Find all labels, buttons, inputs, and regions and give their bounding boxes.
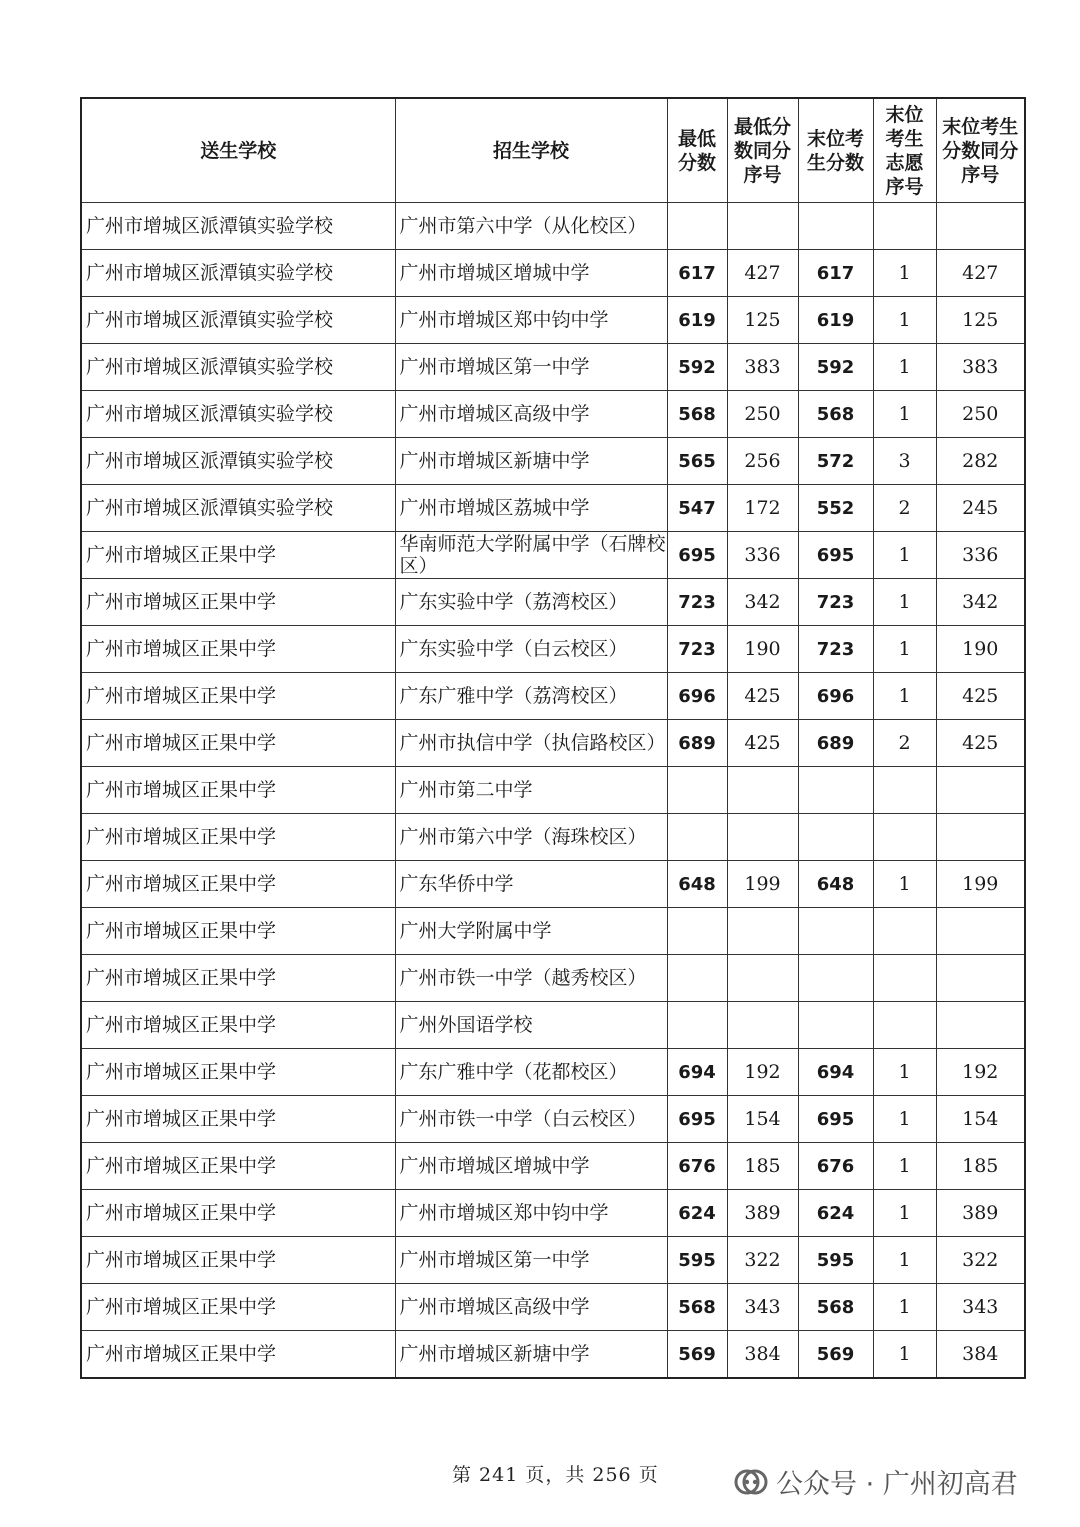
min-score-rank-cell: 383 [727, 344, 798, 391]
sender-school-cell: 广州市增城区正果中学 [81, 1096, 395, 1143]
table-row [81, 203, 1025, 250]
last-score-cell: 648 [798, 861, 873, 908]
min-score-rank-cell: 343 [727, 1284, 798, 1331]
receiving-school-cell: 广东实验中学（白云校区） [395, 626, 667, 673]
last-score-cell: 595 [798, 1237, 873, 1284]
min-score-cell: 696 [667, 673, 727, 720]
header-min-score-rank-text: 最低分数同分序号 [733, 115, 791, 186]
page-number: 第 241 页，共 256 页 [452, 1464, 659, 1486]
table-row [81, 1143, 1025, 1190]
last-score-rank-cell [936, 908, 1025, 955]
sender-school-cell: 广州市增城区派潭镇实验学校 [81, 438, 395, 485]
min-score-cell: 624 [667, 1190, 727, 1237]
min-score-cell: 547 [667, 485, 727, 532]
table-row [81, 1190, 1025, 1237]
min-score-cell: 695 [667, 532, 727, 579]
sender-school-cell: 广州市增城区正果中学 [81, 673, 395, 720]
last-score-rank-cell: 199 [936, 861, 1025, 908]
table-row [81, 1284, 1025, 1331]
min-score-rank-cell [727, 955, 798, 1002]
sender-school-cell: 广州市增城区派潭镇实验学校 [81, 485, 395, 532]
min-score-cell: 617 [667, 250, 727, 297]
last-score-cell: 676 [798, 1143, 873, 1190]
last-preference-cell: 1 [873, 626, 936, 673]
min-score-rank-cell: 172 [727, 485, 798, 532]
min-score-cell: 648 [667, 861, 727, 908]
min-score-rank-cell: 425 [727, 720, 798, 767]
last-score-cell: 723 [798, 579, 873, 626]
receiving-school-cell: 广州市增城区荔城中学 [395, 485, 667, 532]
last-preference-cell [873, 203, 936, 250]
min-score-cell [667, 955, 727, 1002]
receiving-school-cell: 广州市增城区高级中学 [395, 1284, 667, 1331]
header-last-score-text: 末位考生分数 [806, 127, 864, 174]
last-score-cell [798, 203, 873, 250]
receiving-school-cell: 广州外国语学校 [395, 1002, 667, 1049]
receiving-school-cell: 广州市铁一中学（白云校区） [395, 1096, 667, 1143]
last-score-rank-cell [936, 767, 1025, 814]
last-score-cell: 689 [798, 720, 873, 767]
receiving-school-cell: 广东华侨中学 [395, 861, 667, 908]
min-score-cell [667, 1002, 727, 1049]
min-score-cell [667, 908, 727, 955]
last-preference-cell: 1 [873, 532, 936, 579]
wechat-official-account-icon [734, 1467, 768, 1497]
sender-school-cell: 广州市增城区正果中学 [81, 861, 395, 908]
table-row [81, 908, 1025, 955]
last-preference-cell: 1 [873, 1143, 936, 1190]
min-score-rank-cell: 425 [727, 673, 798, 720]
receiving-school-cell: 广州市增城区增城中学 [395, 250, 667, 297]
sender-school-cell: 广州市增城区正果中学 [81, 1002, 395, 1049]
last-score-rank-cell: 384 [936, 1331, 1025, 1379]
min-score-cell [667, 767, 727, 814]
last-score-rank-cell: 336 [936, 532, 1025, 579]
min-score-rank-cell: 125 [727, 297, 798, 344]
header-last-preference-text: 末位考生志愿序号 [885, 103, 924, 198]
last-score-cell: 572 [798, 438, 873, 485]
min-score-cell: 723 [667, 626, 727, 673]
receiving-school-cell: 广州市增城区高级中学 [395, 391, 667, 438]
sender-school-cell: 广州市增城区正果中学 [81, 814, 395, 861]
sender-school-cell: 广州市增城区正果中学 [81, 1143, 395, 1190]
last-preference-cell: 1 [873, 579, 936, 626]
last-score-rank-cell: 342 [936, 579, 1025, 626]
last-preference-cell: 1 [873, 1049, 936, 1096]
last-score-rank-cell: 425 [936, 720, 1025, 767]
min-score-cell: 694 [667, 1049, 727, 1096]
last-preference-cell [873, 1002, 936, 1049]
table-row [81, 485, 1025, 532]
header-receiving-school: 招生学校 [395, 98, 667, 203]
last-score-rank-cell: 190 [936, 626, 1025, 673]
min-score-rank-cell: 185 [727, 1143, 798, 1190]
sender-school-cell: 广州市增城区正果中学 [81, 1190, 395, 1237]
table-row [81, 1049, 1025, 1096]
min-score-cell: 695 [667, 1096, 727, 1143]
last-preference-cell: 2 [873, 720, 936, 767]
receiving-school-cell: 广东广雅中学（荔湾校区） [395, 673, 667, 720]
sender-school-cell: 广州市增城区派潭镇实验学校 [81, 344, 395, 391]
min-score-cell [667, 814, 727, 861]
last-preference-cell [873, 767, 936, 814]
last-score-cell: 695 [798, 1096, 873, 1143]
receiving-school-cell: 广州大学附属中学 [395, 908, 667, 955]
min-score-rank-cell [727, 908, 798, 955]
table-row [81, 1002, 1025, 1049]
sender-school-cell: 广州市增城区正果中学 [81, 955, 395, 1002]
min-score-rank-cell: 342 [727, 579, 798, 626]
min-score-rank-cell: 250 [727, 391, 798, 438]
last-score-cell: 552 [798, 485, 873, 532]
receiving-school-cell: 广州市增城区第一中学 [395, 344, 667, 391]
receiving-school-cell: 广州市增城区增城中学 [395, 1143, 667, 1190]
last-preference-cell: 1 [873, 344, 936, 391]
table-row [81, 673, 1025, 720]
last-score-cell: 569 [798, 1331, 873, 1379]
table-row [81, 391, 1025, 438]
sender-school-cell: 广州市增城区正果中学 [81, 1331, 395, 1379]
min-score-rank-cell: 190 [727, 626, 798, 673]
sender-school-cell: 广州市增城区正果中学 [81, 626, 395, 673]
table-body [81, 203, 1025, 1379]
table-row [81, 1237, 1025, 1284]
min-score-rank-cell: 192 [727, 1049, 798, 1096]
last-score-rank-cell [936, 203, 1025, 250]
sender-school-cell: 广州市增城区派潭镇实验学校 [81, 203, 395, 250]
header-last-score-rank-text: 末位考生分数同分序号 [942, 115, 1019, 186]
last-preference-cell: 1 [873, 297, 936, 344]
last-score-rank-cell: 154 [936, 1096, 1025, 1143]
last-score-cell [798, 908, 873, 955]
table-row [81, 1096, 1025, 1143]
min-score-rank-cell [727, 767, 798, 814]
min-score-rank-cell [727, 814, 798, 861]
last-score-cell: 617 [798, 250, 873, 297]
last-score-cell: 696 [798, 673, 873, 720]
min-score-cell: 619 [667, 297, 727, 344]
last-preference-cell: 1 [873, 1096, 936, 1143]
sender-school-cell: 广州市增城区正果中学 [81, 579, 395, 626]
last-score-cell: 695 [798, 532, 873, 579]
min-score-cell: 723 [667, 579, 727, 626]
receiving-school-cell: 广州市增城区新塘中学 [395, 438, 667, 485]
table-row [81, 955, 1025, 1002]
receiving-school-cell: 广州市增城区郑中钧中学 [395, 1190, 667, 1237]
last-preference-cell: 1 [873, 1190, 936, 1237]
watermark [734, 1462, 1018, 1501]
last-score-rank-cell: 322 [936, 1237, 1025, 1284]
min-score-cell: 676 [667, 1143, 727, 1190]
table-row [81, 438, 1025, 485]
sender-school-cell: 广州市增城区正果中学 [81, 532, 395, 579]
last-score-cell: 568 [798, 1284, 873, 1331]
table-row [81, 861, 1025, 908]
table-row [81, 814, 1025, 861]
last-score-rank-cell [936, 1002, 1025, 1049]
last-score-cell [798, 814, 873, 861]
last-score-rank-cell [936, 955, 1025, 1002]
receiving-school-cell: 广州市增城区第一中学 [395, 1237, 667, 1284]
header-min-score [667, 98, 727, 203]
receiving-school-cell: 华南师范大学附属中学（石牌校区） [395, 532, 667, 579]
header-last-preference [873, 98, 936, 203]
receiving-school-cell: 广东实验中学（荔湾校区） [395, 579, 667, 626]
last-preference-cell: 1 [873, 1331, 936, 1379]
last-score-cell: 592 [798, 344, 873, 391]
table-row [81, 626, 1025, 673]
last-score-rank-cell: 245 [936, 485, 1025, 532]
last-preference-cell: 1 [873, 673, 936, 720]
last-preference-cell [873, 908, 936, 955]
min-score-rank-cell: 389 [727, 1190, 798, 1237]
sender-school-cell: 广州市增城区派潭镇实验学校 [81, 297, 395, 344]
last-score-rank-cell [936, 814, 1025, 861]
sender-school-cell: 广州市增城区派潭镇实验学校 [81, 250, 395, 297]
header-row [81, 98, 1025, 203]
last-preference-cell: 1 [873, 1284, 936, 1331]
min-score-rank-cell: 199 [727, 861, 798, 908]
table-row [81, 297, 1025, 344]
min-score-cell: 568 [667, 1284, 727, 1331]
min-score-cell [667, 203, 727, 250]
watermark-text: 公众号 · 广州初高君 [776, 1469, 1018, 1500]
last-score-cell: 619 [798, 297, 873, 344]
sender-school-cell: 广州市增城区正果中学 [81, 1049, 395, 1096]
last-score-cell [798, 1002, 873, 1049]
table-row [81, 767, 1025, 814]
last-score-cell: 723 [798, 626, 873, 673]
last-score-rank-cell: 185 [936, 1143, 1025, 1190]
min-score-rank-cell: 154 [727, 1096, 798, 1143]
min-score-rank-cell: 427 [727, 250, 798, 297]
min-score-rank-cell: 336 [727, 532, 798, 579]
last-score-rank-cell: 282 [936, 438, 1025, 485]
last-preference-cell: 1 [873, 861, 936, 908]
min-score-cell: 592 [667, 344, 727, 391]
last-score-rank-cell: 427 [936, 250, 1025, 297]
last-preference-cell: 3 [873, 438, 936, 485]
header-min-score-text: 最低分数 [677, 127, 716, 174]
last-score-rank-cell: 125 [936, 297, 1025, 344]
last-score-rank-cell: 250 [936, 391, 1025, 438]
table-row [81, 1331, 1025, 1379]
min-score-cell: 595 [667, 1237, 727, 1284]
table-row [81, 250, 1025, 297]
sender-school-cell: 广州市增城区正果中学 [81, 1284, 395, 1331]
header-last-score-rank [936, 98, 1025, 203]
last-preference-cell: 2 [873, 485, 936, 532]
header-last-score [798, 98, 873, 203]
receiving-school-cell: 广州市第六中学（从化校区） [395, 203, 667, 250]
last-preference-cell [873, 814, 936, 861]
last-score-rank-cell: 383 [936, 344, 1025, 391]
last-score-cell: 694 [798, 1049, 873, 1096]
receiving-school-cell: 广东广雅中学（花都校区） [395, 1049, 667, 1096]
last-score-rank-cell: 389 [936, 1190, 1025, 1237]
table-row [81, 532, 1025, 579]
last-score-cell [798, 767, 873, 814]
last-score-cell: 624 [798, 1190, 873, 1237]
min-score-rank-cell [727, 203, 798, 250]
sender-school-cell: 广州市增城区派潭镇实验学校 [81, 391, 395, 438]
min-score-cell: 569 [667, 1331, 727, 1379]
receiving-school-cell: 广州市第二中学 [395, 767, 667, 814]
receiving-school-cell: 广州市执信中学（执信路校区） [395, 720, 667, 767]
table-row [81, 720, 1025, 767]
last-preference-cell: 1 [873, 391, 936, 438]
last-score-cell: 568 [798, 391, 873, 438]
min-score-cell: 565 [667, 438, 727, 485]
header-min-score-rank [727, 98, 798, 203]
header-sender-school: 送生学校 [81, 98, 395, 203]
receiving-school-cell: 广州市第六中学（海珠校区） [395, 814, 667, 861]
last-score-cell [798, 955, 873, 1002]
receiving-school-cell: 广州市增城区郑中钧中学 [395, 297, 667, 344]
last-score-rank-cell: 192 [936, 1049, 1025, 1096]
last-preference-cell: 1 [873, 1237, 936, 1284]
last-preference-cell: 1 [873, 250, 936, 297]
last-preference-cell [873, 955, 936, 1002]
min-score-cell: 568 [667, 391, 727, 438]
sender-school-cell: 广州市增城区正果中学 [81, 1237, 395, 1284]
min-score-rank-cell: 256 [727, 438, 798, 485]
admissions-table [80, 97, 1026, 1379]
min-score-cell: 689 [667, 720, 727, 767]
sender-school-cell: 广州市增城区正果中学 [81, 908, 395, 955]
min-score-rank-cell: 384 [727, 1331, 798, 1379]
min-score-rank-cell: 322 [727, 1237, 798, 1284]
last-score-rank-cell: 343 [936, 1284, 1025, 1331]
sender-school-cell: 广州市增城区正果中学 [81, 767, 395, 814]
table-header [81, 98, 1025, 203]
last-score-rank-cell: 425 [936, 673, 1025, 720]
table-row [81, 579, 1025, 626]
sender-school-cell: 广州市增城区正果中学 [81, 720, 395, 767]
receiving-school-cell: 广州市铁一中学（越秀校区） [395, 955, 667, 1002]
receiving-school-cell: 广州市增城区新塘中学 [395, 1331, 667, 1379]
min-score-rank-cell [727, 1002, 798, 1049]
table-row [81, 344, 1025, 391]
